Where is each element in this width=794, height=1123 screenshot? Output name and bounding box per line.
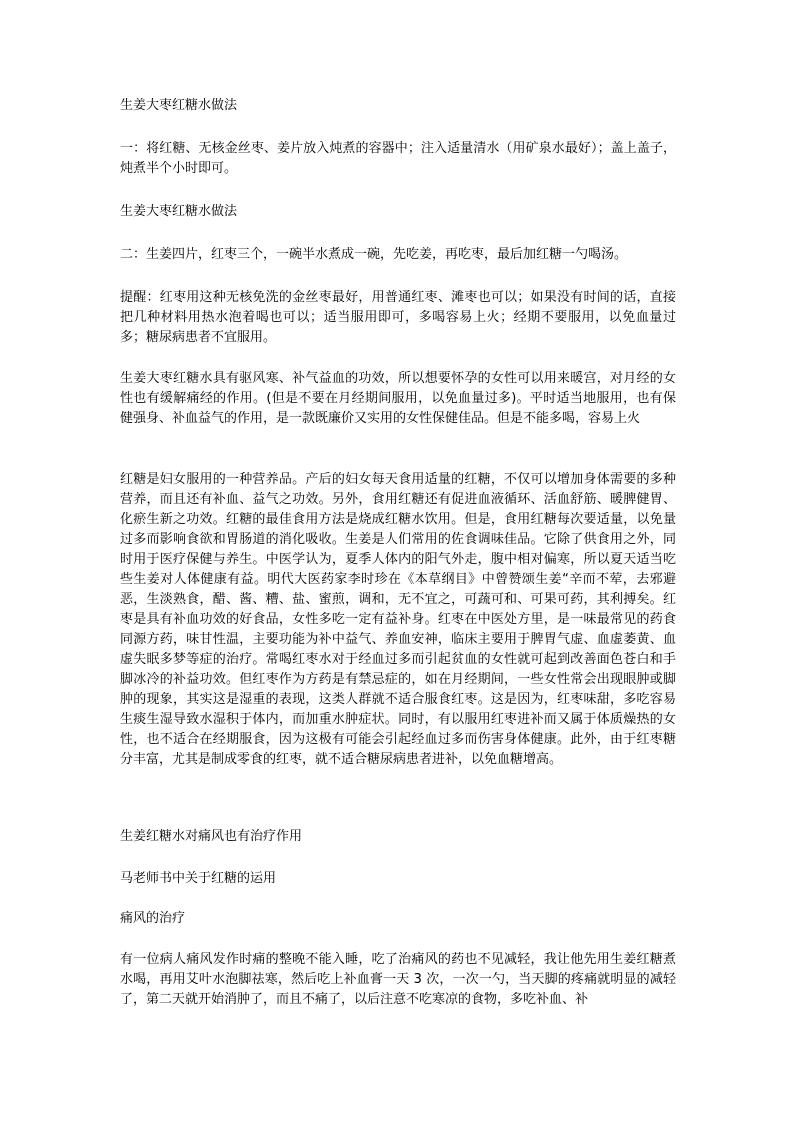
heading-recipe-2: 生姜大枣红糖水做法 [120,204,238,219]
paragraph-gout-case: 有一位病人痛风发作时痛的整晚不能入睡，吃了治痛风的药也不见减轻，我让他先用生姜红糖煮水喝，再用艾叶水泡脚祛寒，然后吃上补血膏一天 3 次，一次一勺，当天脚的疼痛就明显的减轻了，第二天就开始消肿了，而且不痛了，以后注意不吃寒凉的食物，多吃补血、补 [120,952,676,1007]
paragraph-benefits: 生姜大枣红糖水具有驱风寒、补气益血的功效，所以想要怀孕的女性可以用来暖宫，对月经的女性也有缓解痛经的作用。(但是不要在月经期间服用，以免血量过多)。平时适当地服用，也有保健强身、补血益气的作用，是一款既廉价又实用的女性保健佳品。但是不能多喝，容易上火 [120,371,676,426]
heading-gout-treatment: 痛风的治疗 [120,911,186,926]
heading-recipe-1: 生姜大枣红糖水做法 [120,98,238,113]
heading-gout: 生姜红糖水对痛风也有治疗作用 [120,829,303,844]
paragraph-recipe-1: 一：将红糖、无核金丝枣、姜片放入炖煮的容器中；注入适量清水（用矿泉水最好）；盖上盖子，炖煮半个小时即可。 [120,141,676,176]
paragraph-recipe-2: 二：生姜四片，红枣三个，一碗半水煮成一碗，先吃姜，再吃枣，最后加红糖一勺喝汤。 [120,247,628,262]
paragraph-brown-sugar: 红糖是妇女服用的一种营养品。产后的妇女每天食用适量的红糖，不仅可以增加身体需要的多种营养，而且还有补血、益气之功效。另外，食用红糖还有促进血液循环、活血舒筋、暖脾健胃、化瘀生新之功效。红糖的最佳食用方法是烧成红糖水饮用。但是，食用红糖每次要适量，以免量过多而影响食欲和胃肠道的消化吸收。生姜是人们常用的佐食调味佳品。它除了供食用之外，同时用于医疗保健与养生。中医学认为，夏季人体内的阳气外走，腹中相对偏寒，所以夏天适当吃些生姜对人体健康有益。明代大医药家李时珍在《本草纲目》中曾赞颂生姜“辛而不荤，去邪避恶，生淡熟食，醋、酱、糟、盐、蜜煎，调和，无不宜之，可蔬可和、可果可药，其利搏矣。红枣是具有补血功效的好食品，女性多吃一定有益补身。红枣在中医处方里，是一味最常见的药食同源方药，味甘性温，主要功能为补中益气、养血安神，临床主要用于脾胃气虚、血虚萎黄、血虚失眠多梦等症的治疗。常喝红枣水对于经血过多而引起贫血的女性就可起到改善面色苍白和手脚冰冷的补益功效。但红枣作为方药是有禁忌症的，如在月经期间，一些女性常会出现眼肿或脚肿的现象，其实这是湿重的表现，这类人群就不适合服食红枣。这是因为，红枣味甜，多吃容易生痰生湿导致水湿积于体内，而加重水肿症状。同时，有以服用红枣进补而又属于体质燥热的女性，也不适合在经期服食，因为这极有可能会引起经血过多而伤害身体健康。此外，由于红枣糖分丰富，尤其是制成零食的红枣，就不适合糖尿病患者进补，以免血糖增高。 [120,472,676,767]
heading-teacher-book: 马老师书中关于红糖的运用 [120,871,277,886]
paragraph-reminder: 提醒：红枣用这种无核免洗的金丝枣最好，用普通红枣、滩枣也可以；如果没有时间的话，直接把几种材料用热水泡着喝也可以；适当服用即可，多喝容易上火；经期不要服用，以免血量过多；糖尿病患者不宜服用。 [120,290,676,345]
